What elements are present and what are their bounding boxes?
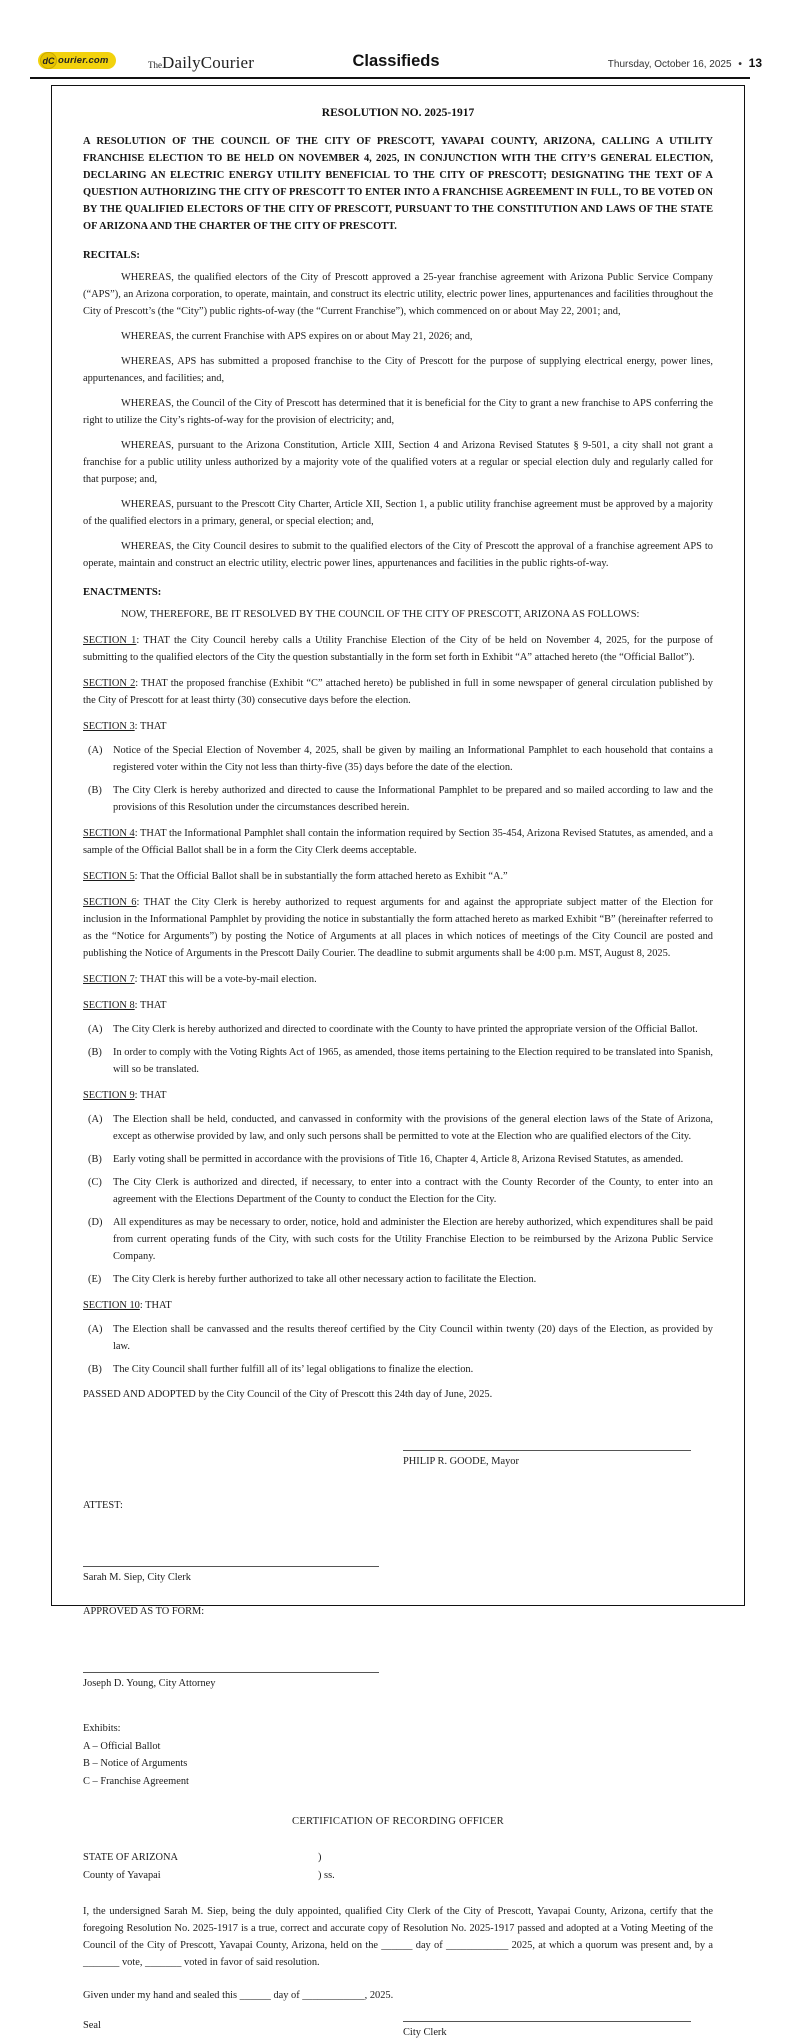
venue-county-row [83, 1867, 713, 1885]
mayor-signature-line [403, 1449, 691, 1451]
bullet-separator: • [738, 59, 742, 70]
section-label: SECTION 7 [83, 974, 135, 985]
section-label: SECTION 4 [83, 828, 135, 839]
exhibits-list [83, 1738, 713, 1791]
venue-county-paren: ) ss. [318, 1870, 335, 1881]
subitem-letter: (A) [88, 1324, 103, 1335]
venue-county: County of Yavapai [83, 1870, 161, 1881]
section-label: SECTION 8 [83, 1000, 135, 1011]
section-body: : THAT [139, 1300, 172, 1311]
section-subitem [83, 1214, 713, 1265]
enactments-heading: ENACTMENTS: [83, 587, 162, 598]
section-subitem [83, 1021, 713, 1038]
section-subitem [83, 1044, 713, 1078]
recital-paragraph: WHEREAS, APS has submitted a proposed franchise to the City of Prescott for the purpose of supplying electrical energy, power lines, appurtenances, and facilities; and, [83, 356, 713, 384]
approved-as-to-form-label: APPROVED AS TO FORM: [83, 1606, 205, 1617]
resolution-title: RESOLUTION NO. 2025-1917 [321, 107, 475, 119]
section-body: : THAT [134, 721, 167, 732]
venue-state-row [83, 1849, 713, 1867]
legal-notice-box [51, 85, 745, 2038]
section-body: : THAT the City Clerk is hereby authorized to request arguments for and against the appropriate subject matter of the Election for inclusion in the Informational Pamphlet by providing the notice in substantially the form attached hereto as marked Exhibit “B” (hereinafter referred to as the “Notice for Arguments”) by posting the Notice of Arguments at all places in which notices of meetings of the City Council are posted and publishing the Notice of Arguments in the Prescott Daily Courier. The deadline to submit arguments shall be 4:00 p.m. MST, August 8, 2025. [83, 897, 713, 959]
subitem-letter: (B) [88, 1364, 102, 1375]
clerk-signature-caption: Sarah M. Siep, City Clerk [83, 1572, 191, 1583]
attorney-signature-line [83, 1671, 379, 1673]
section-paragraph [83, 632, 713, 666]
clerk-signature-block [83, 1565, 379, 1586]
section-body: : THAT [134, 1090, 167, 1101]
exhibit-item: B – Notice of Arguments [83, 1758, 188, 1769]
page-number: 13 [748, 56, 762, 70]
section-label: SECTION 6 [83, 897, 137, 908]
section-body: : THAT the Informational Pamphlet shall contain the information required by Section 35-454, Arizona Revised Statutes, as amended, and a sample of the Official Ballot shall be in a form the City Clerk deems acceptable. [83, 828, 713, 856]
section-label: SECTION 10 [83, 1300, 140, 1311]
certification-body: I, the undersigned Sarah M. Siep, being the duly appointed, qualified City Clerk of the City of Prescott, Yavapai County, Arizona, certify that the foregoing Resolution No. 2025-1917 is a true, correct and accurate copy of Resolution No. 2025-1917 passed and adopted at a Voting Meeting of the Council of the City of Prescott, Yavapai County, Arizona, held on the ______ day of ____________ 2025, at which a quorum was present and, by a _______ vote, _______ voted in favor of said resolution. [83, 1906, 713, 1968]
subitem-letter: (C) [88, 1177, 102, 1188]
section-label: SECTION 2 [83, 678, 136, 689]
subitem-text: The City Clerk is authorized and directed, if necessary, to enter into a contract with the County Recorder of the County, to enter into an agreement with the Elections Department of the County to conduct the Election for the City. [113, 1177, 713, 1205]
masthead-main: DailyCourier [162, 53, 255, 72]
section-paragraph [83, 825, 713, 859]
section-subitem [83, 1271, 713, 1288]
recital-paragraph: WHEREAS, the City Council desires to submit to the qualified electors of the City of Prescott the approval of a franchise agreement APS to operate, maintain and construct an electric utility, electric power lines, appurtenances and facilities in the public rights-of-way. [83, 541, 713, 569]
recital-paragraph: WHEREAS, the qualified electors of the City of Prescott approved a 25-year franchise agreement with Arizona Public Service Company (“APS”), an Arizona corporation, to operate, maintain, and construct its electric utility, electric power lines, appurtenances and facilities throughout the City of Prescott’s (the “City”) public rights-of-way (the “Current Franchise”), which commenced on or about May 22, 2001; and, [83, 272, 713, 317]
section-body: : THAT this will be a vote-by-mail election. [134, 974, 317, 985]
section-subitem [83, 742, 713, 776]
section-subitem [83, 1151, 713, 1168]
masthead-the: The [148, 60, 162, 70]
attorney-signature-caption: Joseph D. Young, City Attorney [83, 1678, 216, 1689]
subitem-text: Early voting shall be permitted in accordance with the provisions of Title 16, Chapter 4, Article 8, Arizona Revised Statutes, as amended. [113, 1154, 684, 1165]
seal-row [83, 2020, 713, 2041]
mayor-signature-caption: PHILIP R. GOODE, Mayor [403, 1456, 519, 1467]
subitem-text: The City Clerk is hereby authorized and directed to coordinate with the County to have printed the appropriate version of the Official Ballot. [113, 1024, 698, 1035]
subitem-text: Notice of the Special Election of November 4, 2025, shall be given by mailing an Informational Pamphlet to each household that contains a registered voter within the City not less than thirty-five (35) days before the date of the election. [113, 745, 713, 773]
section-body: : That the Official Ballot shall be in substantially the form attached hereto as Exhibit “A.” [134, 871, 508, 882]
newspaper-header [30, 44, 762, 77]
mayor-signature-block [403, 1449, 691, 1470]
city-clerk-title: City Clerk [403, 2027, 447, 2038]
section-label: SECTION 3 [83, 721, 135, 732]
section-label: SECTION 1 [83, 635, 137, 646]
subitem-letter: (A) [88, 1024, 103, 1035]
subitem-text: All expenditures as may be necessary to order, notice, hold and administer the Election are hereby authorized, which expenditures shall be paid from current operating funds of the City, with such costs for the Utility Franchise Election to be reimbursed by the Arizona Public Service Company. [113, 1217, 713, 1262]
section-subitem [83, 1174, 713, 1208]
section-paragraph [83, 1087, 713, 1104]
venue-state-paren: ) [318, 1852, 322, 1863]
section-subitem [83, 782, 713, 816]
subitem-text: The City Clerk is hereby further authorized to take all other necessary action to facilitate the Election. [113, 1274, 537, 1285]
section-paragraph [83, 718, 713, 735]
city-clerk-signature-block [403, 2020, 691, 2041]
section-paragraph [83, 894, 713, 962]
dcourier-logo-icon: dC [40, 52, 57, 69]
section-subitem [83, 1111, 713, 1145]
exhibit-item: C – Franchise Agreement [83, 1775, 189, 1787]
venue-block [83, 1849, 713, 1885]
date-text: Thursday, October 16, 2025 [607, 59, 732, 70]
clerk-signature-line [83, 1565, 379, 1567]
subitem-letter: (B) [88, 785, 102, 796]
recital-paragraph: WHEREAS, the current Franchise with APS expires on or about May 21, 2026; and, [121, 331, 473, 342]
exhibits-heading: Exhibits: [83, 1723, 121, 1734]
section-paragraph [83, 971, 713, 988]
section-title: Classifieds [352, 52, 440, 70]
subitem-letter: (A) [88, 745, 103, 756]
section-body: : THAT the proposed franchise (Exhibit “C” attached hereto) be published in full in some newspaper of general circulation published by the City of Prescott for at least thirty (30) consecutive days before the election. [83, 678, 713, 706]
exhibits-block [83, 1720, 713, 1790]
certification-heading: CERTIFICATION OF RECORDING OFFICER [292, 1816, 504, 1827]
subitem-text: The City Clerk is hereby authorized and directed to cause the Informational Pamphlet to be prepared and so mailed according to law and the provisions of this Resolution under the circumstances described herein. [113, 785, 713, 813]
exhibit-item: A – Official Ballot [83, 1740, 161, 1752]
subitem-letter: (D) [88, 1217, 103, 1228]
section-paragraph [83, 997, 713, 1014]
section-subitem [83, 1321, 713, 1355]
subitem-text: The Election shall be canvassed and the results thereof certified by the City Council within twenty (20) days of the Election, as provided by law. [113, 1324, 713, 1352]
section-paragraph [83, 1297, 713, 1314]
sections-list [83, 632, 713, 1378]
recitals-list [83, 269, 713, 572]
section-body: : THAT the City Council hereby calls a Utility Franchise Election of the City of be held on November 4, 2025, for the purpose of submitting to the qualified electors of the City the question substantially in the form set forth in Exhibit “A” attached hereto (the “Official Ballot”). [83, 635, 713, 663]
subitem-letter: (B) [88, 1154, 102, 1165]
seal-label: Seal [83, 2020, 101, 2031]
section-subitem [83, 1361, 713, 1378]
city-clerk-signature-line [403, 2020, 691, 2022]
subitem-letter: (E) [88, 1274, 102, 1285]
dcourier-logo-text: ourier.com [58, 55, 109, 66]
date-page-block [608, 56, 762, 70]
subitem-text: In order to comply with the Voting Rights Act of 1965, as amended, those items pertaining to the Election required to be translated into Spanish, will so be translated. [113, 1047, 713, 1075]
given-under-hand-line: Given under my hand and sealed this ______ day of ____________, 2025. [83, 1990, 394, 2001]
recital-paragraph: WHEREAS, pursuant to the Arizona Constitution, Article XIII, Section 4 and Arizona Revised Statutes § 9-501, a city shall not grant a franchise for a public utility unless authorized by a majority vote of the qualified voters at a regular or special election duly and regularly called for that purpose; and, [83, 440, 713, 485]
subitem-letter: (A) [88, 1114, 103, 1125]
section-label: SECTION 9 [83, 1090, 135, 1101]
subitem-text: The Election shall be held, conducted, and canvassed in conformity with the provisions of the general election laws of the State of Arizona, except as otherwise provided by law, and only such persons shall be permitted to vote at the Election who are qualified electors of the City. [113, 1114, 713, 1142]
header-rule [30, 77, 750, 79]
passed-adopted-paragraph: PASSED AND ADOPTED by the City Council of the City of Prescott this 24th day of June, 2025. [83, 1389, 493, 1400]
section-body: : THAT [134, 1000, 167, 1011]
resolution-summary: A RESOLUTION OF THE COUNCIL OF THE CITY OF PRESCOTT, YAVAPAI COUNTY, ARIZONA, CALLING A UTILITY FRANCHISE ELECTION TO BE HELD ON NOVEMBER 4, 2025, IN CONJUNCTION WITH THE CITY’S GENERAL ELECTION, DECLARING AN ELECTRIC ENERGY UTILITY BENEFICIAL TO THE CITY OF PRESCOTT; DESIGNATING THE TEXT OF A QUESTION AUTHORIZING THE CITY OF PRESCOTT TO ENTER INTO A FRANCHISE AGREEMENT IN FULL, TO BE VOTED ON BY THE QUALIFIED ELECTORS OF THE CITY OF PRESCOTT, PURSUANT TO THE CONSTITUTION AND LAWS OF THE STATE OF ARIZONA AND THE CHARTER OF THE CITY OF PRESCOTT. [83, 136, 713, 232]
section-label: SECTION 5 [83, 871, 135, 882]
section-paragraph [83, 868, 713, 885]
enactments-intro: NOW, THEREFORE, BE IT RESOLVED BY THE COUNCIL OF THE CITY OF PRESCOTT, ARIZONA AS FOLLOWS: [121, 609, 640, 620]
recitals-heading: RECITALS: [83, 250, 140, 261]
subitem-text: The City Council shall further fulfill all of its’ legal obligations to finalize the election. [113, 1364, 474, 1375]
venue-state: STATE OF ARIZONA [83, 1852, 178, 1863]
recital-paragraph: WHEREAS, pursuant to the Prescott City Charter, Article XII, Section 1, a public utility franchise agreement must be approved by a majority of the qualified electors in a primary, general, or special election; and, [83, 499, 713, 527]
attorney-signature-block [83, 1671, 379, 1692]
recital-paragraph: WHEREAS, the Council of the City of Prescott has determined that it is beneficial for the City to grant a new franchise to APS conferring the right to utilize the City’s rights-of-way for the provision of electricity; and, [83, 398, 713, 426]
subitem-letter: (B) [88, 1047, 102, 1058]
section-paragraph [83, 675, 713, 709]
attest-label: ATTEST: [83, 1500, 123, 1511]
